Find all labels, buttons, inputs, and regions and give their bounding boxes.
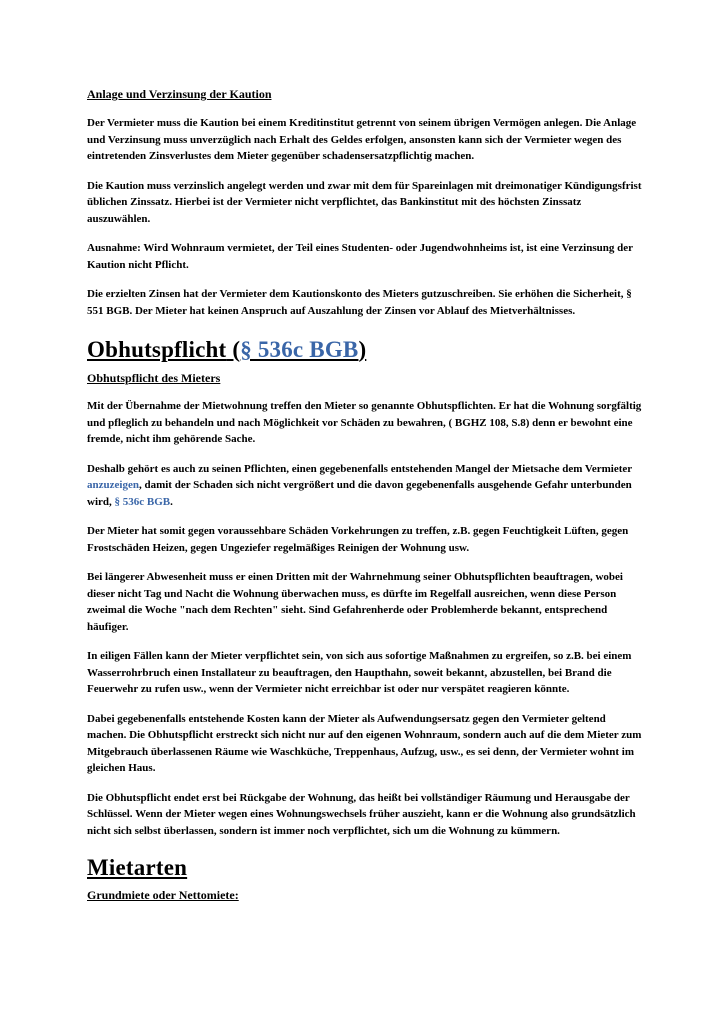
care-title-open: ( — [226, 337, 241, 362]
notify-link[interactable]: anzuzeigen — [87, 479, 139, 491]
care-title — [87, 336, 647, 364]
care-paragraph-7: Die Obhutspflicht endet erst bei Rückgabe der Wohnung, das heißt bei vollständiger Räumung und Herausgabe der Schlüssel. Wenn der Mieter wegen eines Wohnungswechsels früher auszieht, kann er die Wohnung also grundsätzlich nicht sich selbst überlassen, sondern ist immer noch verpflichtet, sich um die Wohnung zu kümmern. — [87, 791, 636, 837]
deposit-paragraph-4: Die erzielten Zinsen hat der Vermieter dem Kautionskonto des Mieters gutzuschreiben. Sie erhöhen die Sicherheit, § 551 BGB. Der Mieter hat keinen Anspruch auf Auszahlung der Zinsen vor Ablauf des Mietverhältnisses. — [87, 288, 632, 317]
care-paragraph-3: Der Mieter hat somit gegen voraussehbare Schäden Vorkehrungen zu treffen, z.B. gegen Feuchtigkeit Lüften, gegen Frostschäden Heizen, gegen Ungeziefer regelmäßiges Reinigen der Wohnung usw. — [87, 525, 629, 554]
care-title-close: ) — [358, 337, 367, 362]
care-paragraph-1: Mit der Übernahme der Mietwohnung treffen den Mieter so genannte Obhutspflichten. Er hat die Wohnung sorgfältig und pfleglich zu behandeln und nach Möglichkeit vor Schäden zu bewahren, ( BGHZ 108, S.8) denn er bewohnt eine fremde, nicht ihm gehörende Sache. — [87, 400, 642, 445]
law-reference-link[interactable]: § 536c BGB — [114, 495, 171, 508]
deposit-paragraph-1: Der Vermieter muss die Kaution bei einem Kreditinstitut getrennt von seinem übrigen Vermögen anlegen. Die Anlage und Verzinsung muss unverzüglich nach Erhalt des Geldes erfolgen, ansonsten kann sich der Vermieter wegen des eintretenden Zinsverlustes dem Mieter gegenüber schadensersatzpflichtig machen. — [87, 117, 637, 162]
deposit-paragraph-2: Die Kaution muss verzinslich angelegt werden und zwar mit dem für Spareinlagen mit dreimonatiger Kündigungsfrist üblichen Zinssatz. Hierbei ist der Vermieter nicht verpflichtet, das Bankinstitut mit des höchsten Zinssatz auszuwählen. — [87, 179, 642, 225]
care-p2-text-b: , damit der Schaden sich nicht vergrößert und die davon gegebenenfalls ausgehende Gefahr unterbunden wird, — [87, 479, 632, 508]
care-subheading: Obhutspflicht des Mieters — [87, 371, 221, 385]
care-p2-text-c: . — [170, 495, 173, 508]
care-paragraph-2 — [87, 461, 647, 511]
deposit-heading: Anlage und Verzinsung der Kaution — [87, 87, 272, 101]
care-paragraph-5: In eiligen Fällen kann der Mieter verpflichtet sein, von sich aus sofortige Maßnahmen zu ergreifen, so z.B. bei einem Wasserrohrbruch einen Installateur zu beauftragen, den Haupthahn, soweit bekannt, abzustellen, bei Brand die Feuerwehr zu rufen usw., wenn der Vermieter nicht erreichbar ist oder nur verspätet reagieren könnte. — [87, 650, 632, 695]
rent-types-title: Mietarten — [87, 855, 188, 880]
care-paragraph-6: Dabei gegebenenfalls entstehende Kosten kann der Mieter als Aufwendungsersatz gegen den Vermieter geltend machen. Die Obhutspflicht erstreckt sich nicht nur auf den eigenen Wohnraum, sondern auch auf die dem Mieter zum Mitgebrauch überlassenen Räume wie Waschküche, Treppenhaus, Aufzug, usw., es sei denn, der Vermieter wohnt im gleichen Haus. — [87, 712, 642, 774]
document-page — [87, 84, 647, 904]
care-p2-text-a: Deshalb gehört es auch zu seinen Pflichten, einen gegebenenfalls entstehenden Mangel der Mietsache dem Vermieter — [87, 462, 632, 475]
care-title-law-link[interactable]: § 536c BGB — [240, 337, 359, 362]
deposit-paragraph-3: Ausnahme: Wird Wohnraum vermietet, der Teil eines Studenten- oder Jugendwohnheims ist, ist eine Verzinsung der Kaution nicht Pflicht. — [87, 242, 633, 271]
rent-types-subheading: Grundmiete oder Nettomiete: — [87, 888, 239, 902]
care-paragraph-4: Bei längerer Abwesenheit muss er einen Dritten mit der Wahrnehmung seiner Obhutspflichten beauftragen, wobei dieser nicht Tag und Nacht die Wohnung überwachen muss, es dürfte im Regelfall ausreichen, wenn diese Person zweimal die Woche "nach dem Rechten" sieht. Sind Gefahrenherde oder Problemherde bekannt, entsprechend häufiger. — [87, 571, 623, 633]
care-title-text: Obhutspflicht — [87, 337, 227, 362]
